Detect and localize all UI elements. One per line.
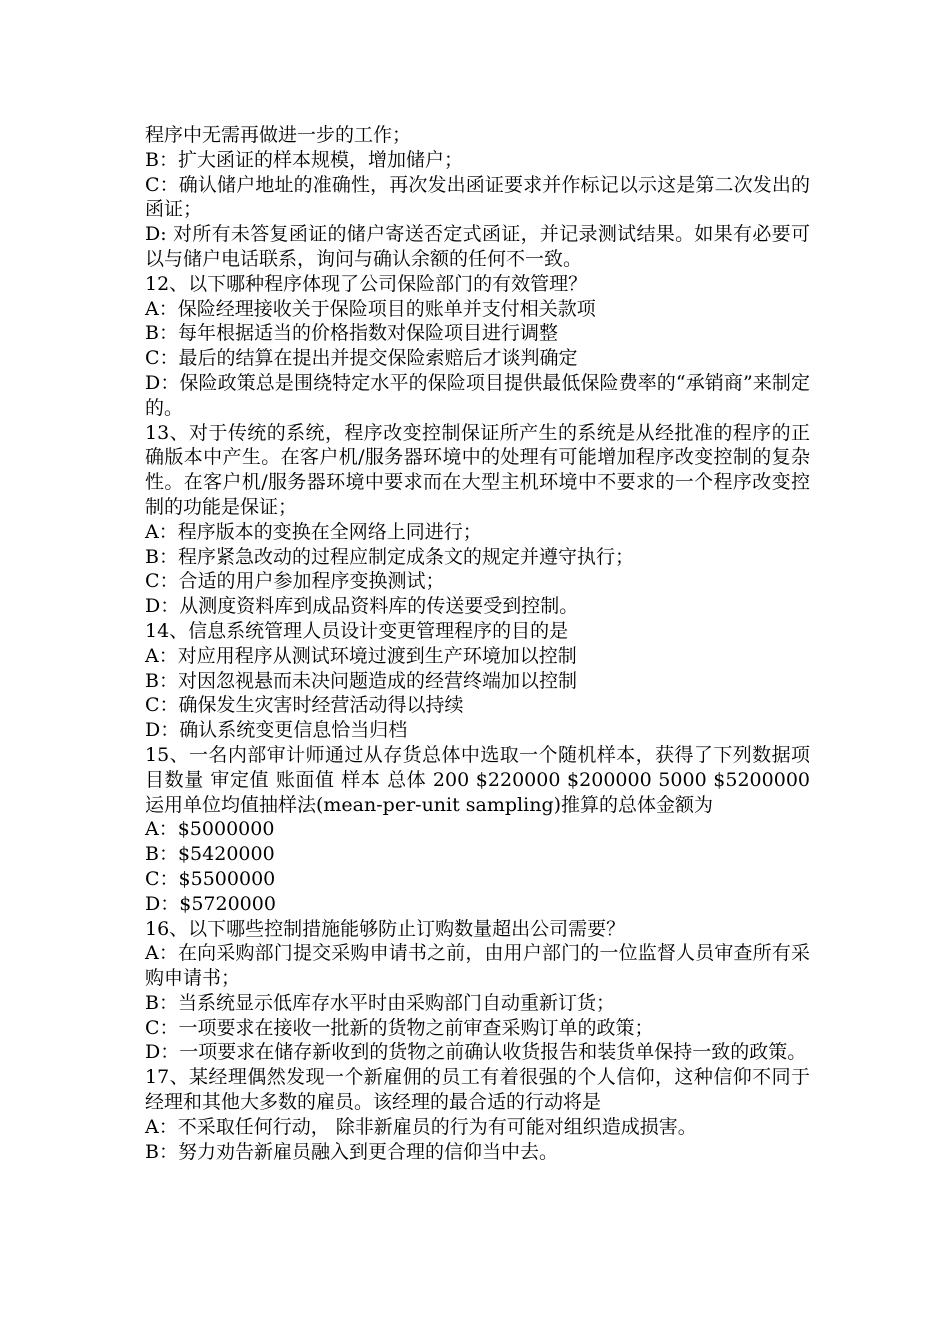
option-a: A：在向采购部门提交采购申请书之前，由用户部门的一位监督人员审查所有采购申请书； bbox=[145, 942, 810, 990]
option-c: C：一项要求在接收一批新的货物之前审查采购订单的政策； bbox=[145, 1016, 654, 1039]
option-c: C：确保发生灾害时经营活动得以持续 bbox=[145, 694, 464, 717]
option-b: B：扩大函证的样本规模，增加储户； bbox=[145, 148, 463, 171]
option-b: B：每年根据适当的价格指数对保险项目进行调整 bbox=[145, 322, 558, 345]
option-a: A：对应用程序从测试环境过渡到生产环境加以控制 bbox=[145, 644, 577, 667]
option-b: B：当系统显示低库存水平时由采购部门自动重新订货； bbox=[145, 991, 615, 1014]
option-a: A：不采取任何行动， 除非新雇员的行为有可能对组织造成损害。 bbox=[145, 1115, 697, 1138]
option-a: A：$5000000 bbox=[145, 818, 275, 841]
question-16: 16、以下哪些控制措施能够防止订购数量超出公司需要？ bbox=[145, 917, 626, 940]
option-b: B：$5420000 bbox=[145, 843, 275, 866]
option-b: B：对因忽视悬而未决问题造成的经营终端加以控制 bbox=[145, 669, 577, 692]
option-b: B：努力劝告新雇员融入到更合理的信仰当中去。 bbox=[145, 1140, 558, 1163]
option-a: A：程序版本的变换在全网络上同进行； bbox=[145, 520, 482, 543]
question-12: 12、以下哪种程序体现了公司保险部门的有效管理？ bbox=[145, 272, 588, 295]
option-d: D：从测度资料库到成品资料库的传送要受到控制。 bbox=[145, 595, 579, 618]
question-15: 15、一名内部审计师通过从存货总体中选取一个随机样本，获得了下列数据项目数量 审定值 账面值 样本 总体 200 $220000 $200000 5000 $5200000 运用单位均值抽样法(mean-per-unit sampling)推算的总体金额为 bbox=[145, 743, 810, 816]
option-c: C：$5500000 bbox=[145, 867, 276, 890]
option-d: D：一项要求在储存新收到的货物之前确认收货报告和装货单保持一致的政策。 bbox=[145, 1041, 807, 1064]
option-c: C：确认储户地址的准确性，再次发出函证要求并作标记以示这是第二次发出的函证； bbox=[145, 173, 810, 221]
text-line: 程序中无需再做进一步的工作； bbox=[145, 124, 412, 146]
option-b: B：程序紧急改动的过程应制定成条文的规定并遵守执行； bbox=[145, 545, 634, 568]
option-c: C：最后的结算在提出并提交保险索赔后才谈判确定 bbox=[145, 347, 578, 370]
option-d: D：保险政策总是围绕特定水平的保险项目提供最低保险费率的“承销商”来制定的。 bbox=[145, 371, 810, 419]
option-a: A：保险经理接收关于保险项目的账单并支付相关款项 bbox=[145, 297, 596, 320]
option-d: D：$5720000 bbox=[145, 892, 276, 915]
question-14: 14、信息系统管理人员设计变更管理程序的目的是 bbox=[145, 619, 569, 642]
option-c: C：合适的用户参加程序变换测试； bbox=[145, 570, 445, 593]
option-d: D：确认系统变更信息恰当归档 bbox=[145, 719, 408, 742]
option-d: D: 对所有未答复函证的储户寄送否定式函证，并记录测试结果。如果有必要可以与储户电话联系，询问与确认余额的任何不一致。 bbox=[145, 223, 810, 270]
question-17: 17、某经理偶然发现一个新雇佣的员工有着很强的个人信仰，这种信仰不同于经理和其他大多数的雇员。该经理的最合适的行动将是 bbox=[145, 1066, 810, 1114]
document-body bbox=[145, 123, 810, 1164]
question-13: 13、对于传统的系统，程序改变控制保证所产生的系统是从经批准的程序的正确版本中产生。在客户机/服务器环境中的处理有可能增加程序改变控制的复杂性。在客户机/服务器环境中要求而在大型主机环境中不要求的一个程序改变控制的功能是保证； bbox=[145, 421, 810, 518]
